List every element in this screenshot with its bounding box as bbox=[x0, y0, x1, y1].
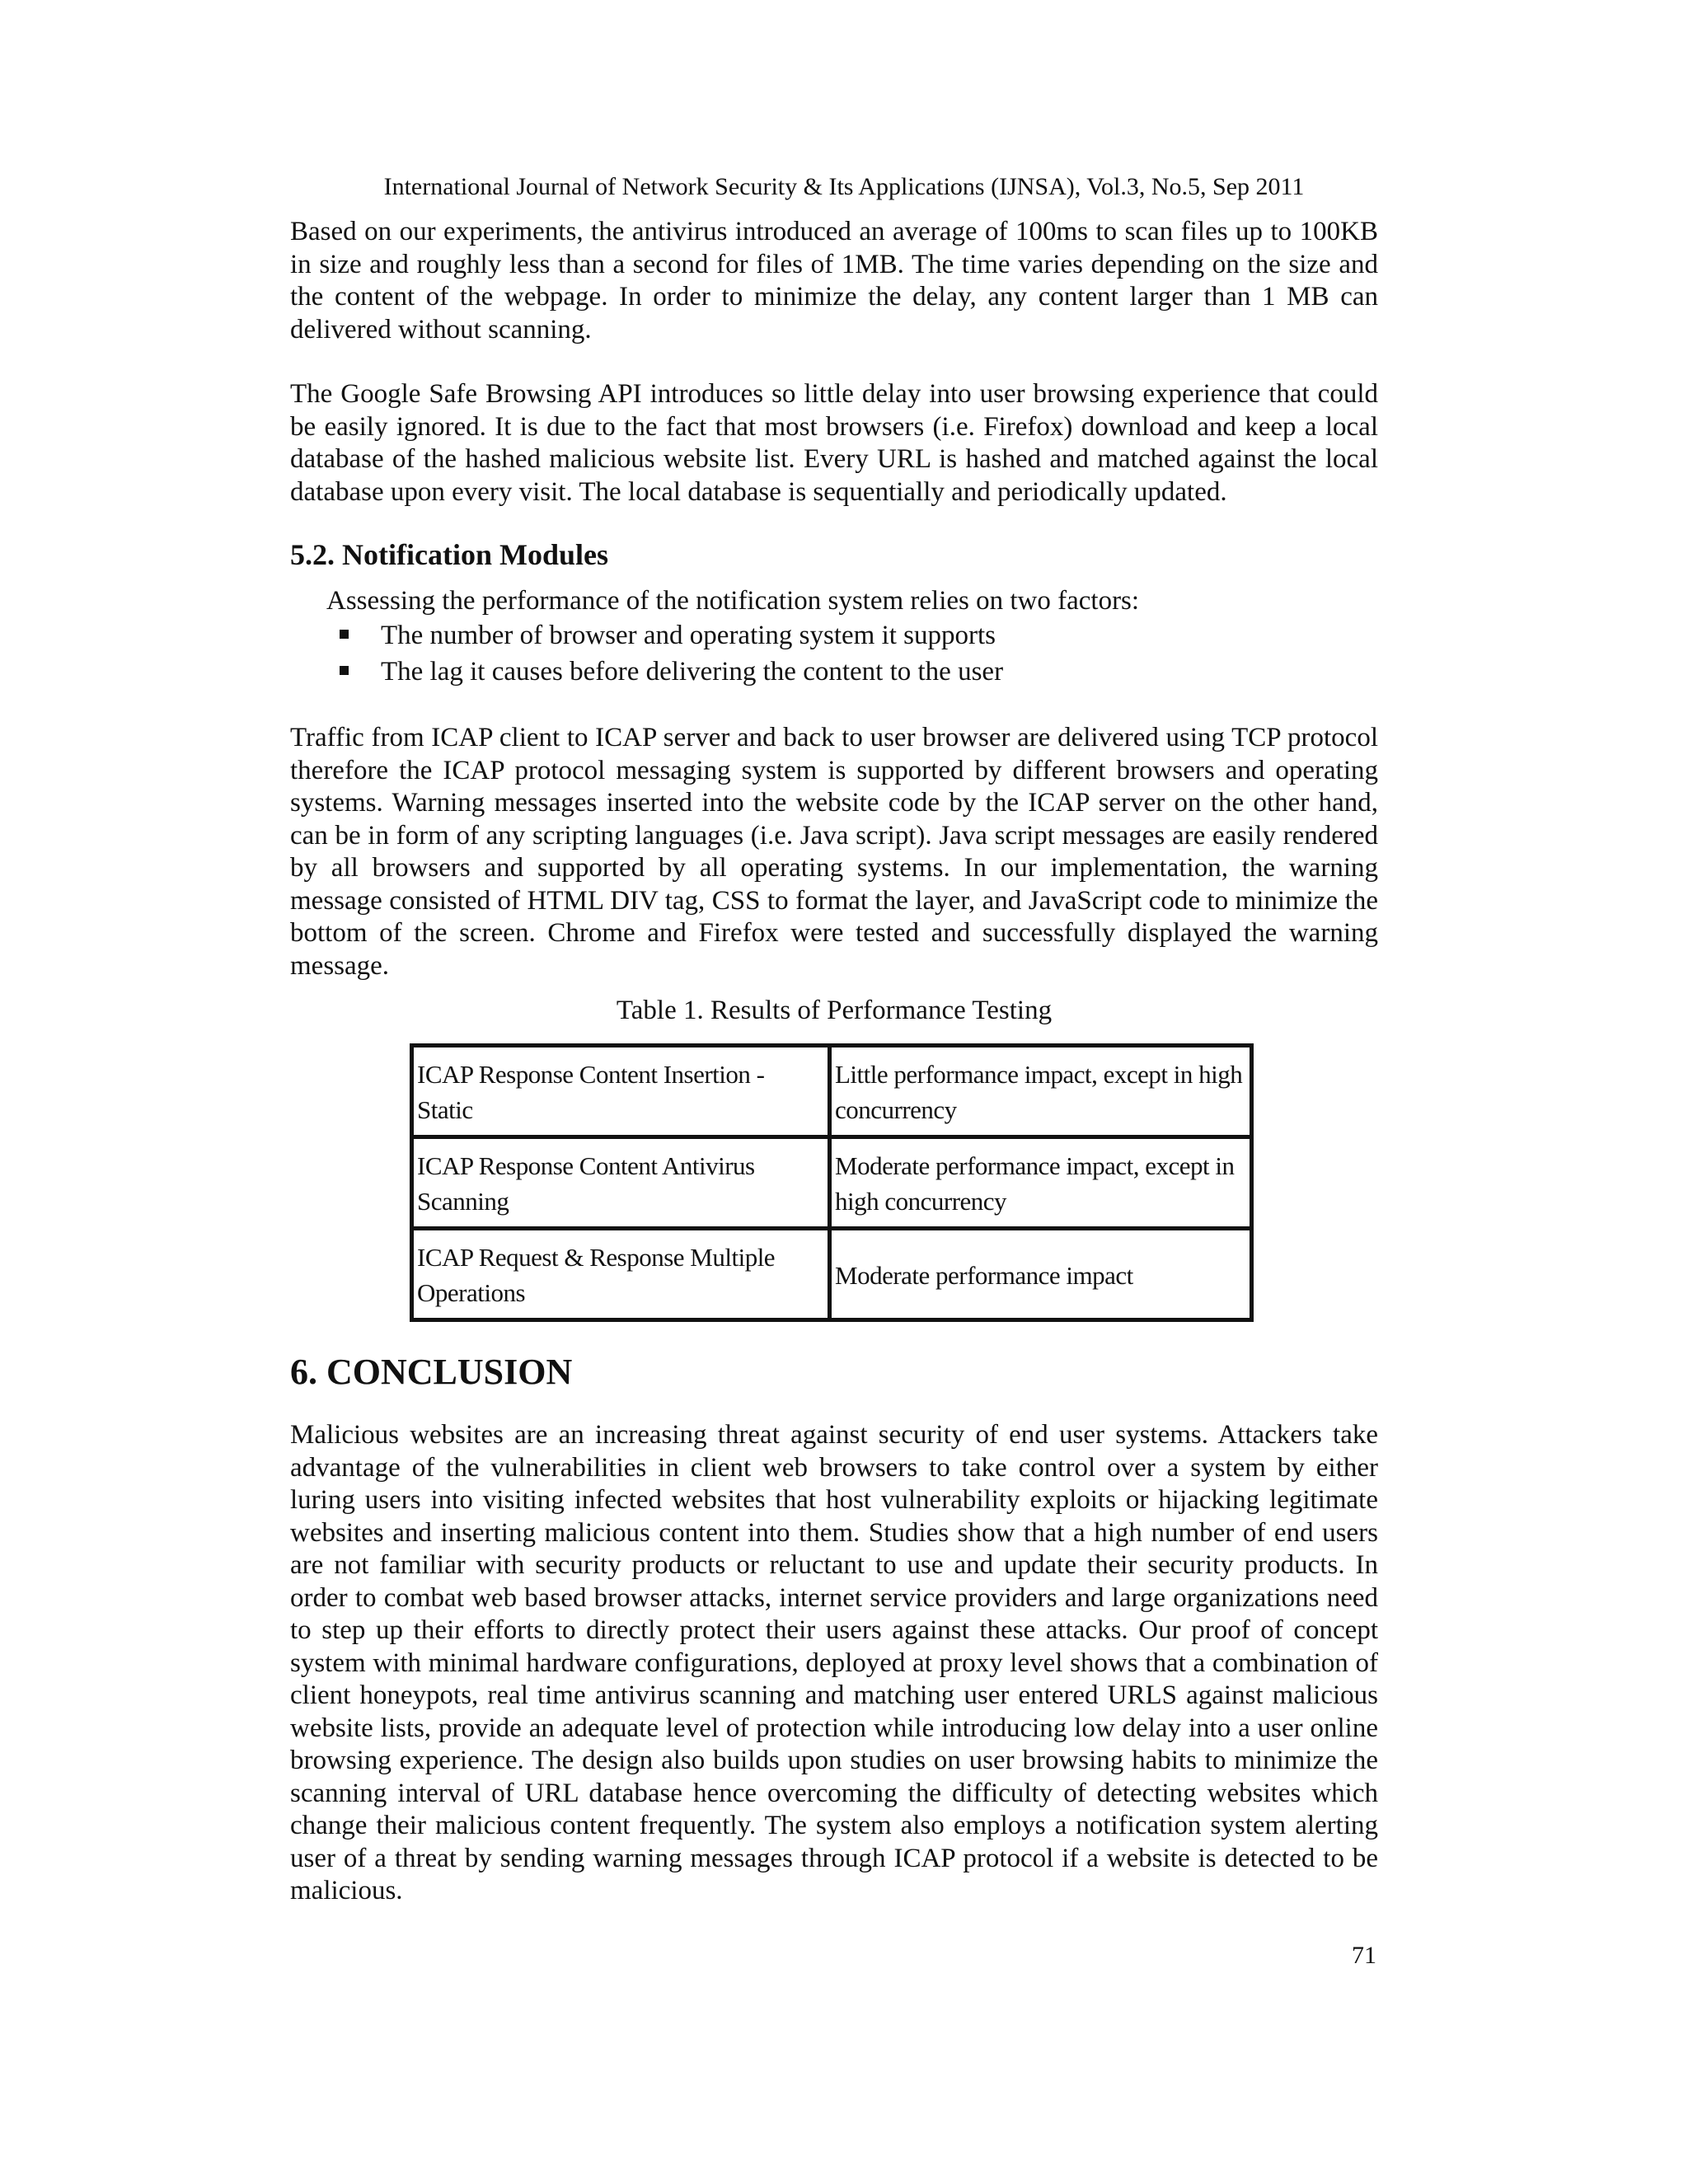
square-bullet-icon bbox=[340, 666, 349, 675]
list-item bbox=[340, 654, 1378, 690]
list-item-text: The lag it causes before delivering the content to the user bbox=[381, 657, 1004, 687]
section-heading-conclusion: 6. CONCLUSION bbox=[290, 1352, 573, 1392]
table-cell-operation: ICAP Request & Response Multiple Operations bbox=[414, 1226, 832, 1318]
list-item bbox=[340, 617, 1378, 654]
table-cell-operation: ICAP Response Content Antivirus Scanning bbox=[414, 1135, 832, 1226]
list-item-text: The number of browser and operating system it supports bbox=[381, 621, 996, 650]
factor-list bbox=[290, 617, 1378, 690]
table-row bbox=[414, 1135, 1250, 1226]
performance-results-table bbox=[410, 1043, 1254, 1322]
table-caption: Table 1. Results of Performance Testing bbox=[616, 996, 1053, 1025]
paragraph-icap-traffic: Traffic from ICAP client to ICAP server and back to user browser are delivered using TCP protocol therefore the ICAP protocol messaging system is supported by different browsers and operating systems. Warning messages inserted into the website code by the ICAP server on the other hand, can be in form of any scripting languages (i.e. Java script). Java script messages are easily rendered by all browsers and supported by all operating systems. In our implementation, the warning message consisted of HTML DIV tag, CSS to format the layer, and JavaScript code to minimize the bottom of the screen. Chrome and Firefox were tested and successfully displayed the warning message. bbox=[290, 723, 1378, 981]
square-bullet-icon bbox=[340, 630, 349, 639]
table-cell-operation: ICAP Response Content Insertion - Static bbox=[414, 1047, 832, 1135]
section-heading-notification-modules: 5.2. Notification Modules bbox=[290, 538, 608, 571]
page-number: 71 bbox=[1352, 1942, 1376, 1969]
page-body bbox=[290, 216, 1378, 1908]
table-cell-result: Little performance impact, except in high concurrency bbox=[835, 1060, 1243, 1124]
table-row bbox=[414, 1226, 1250, 1318]
table-cell-result: Moderate performance impact bbox=[832, 1226, 1250, 1318]
paragraph-safe-browsing: The Google Safe Browsing API introduces so little delay into user browsing experience that could be easily ignored. It is due to the fact that most browsers (i.e. Firefox) download and keep a local database of the hashed malicious website list. Every URL is hashed and matched against the local database upon every visit. The local database is sequentially and periodically updated. bbox=[290, 379, 1378, 507]
table-cell-result: Moderate performance impact, except in high concurrency bbox=[832, 1135, 1250, 1226]
table-row bbox=[414, 1047, 1250, 1135]
notification-intro: Assessing the performance of the notification system relies on two factors: bbox=[326, 586, 1140, 616]
running-header: International Journal of Network Security & Its Applications (IJNSA), Vol.3, No.5, Sep 2011 bbox=[383, 173, 1305, 200]
paragraph-conclusion: Malicious websites are an increasing threat against security of end user systems. Attackers take advantage of the vulnerabilities in client web browsers to take control over a system by either luring users into visiting infected websites that host vulnerability exploits or hijacking legitimate websites and inserting malicious content into them. Studies show that a high number of end users are not familiar with security products or reluctant to use and update their security products. In order to combat web based browser attacks, internet service providers and large organizations need to step up their efforts to directly protect their users against these attacks. Our proof of concept system with minimal hardware configurations, deployed at proxy level shows that a combination of client honeypots, real time antivirus scanning and matching user entered URLS against malicious website lists, provide an adequate level of protection while introducing low delay into a user online browsing experience. The design also builds upon studies on user browsing habits to minimize the scanning interval of URL database hence overcoming the difficulty of detecting websites which change their malicious content frequently. The system also employs a notification system alerting user of a threat by sending warning messages through ICAP protocol if a website is detected to be malicious. bbox=[290, 1420, 1378, 1905]
paragraph-antivirus-delay: Based on our experiments, the antivirus introduced an average of 100ms to scan files up to 100KB in size and roughly less than a second for files of 1MB. The time varies depending on the size and the content of the webpage. In order to minimize the delay, any content larger than 1 MB can delivered without scanning. bbox=[290, 217, 1378, 344]
